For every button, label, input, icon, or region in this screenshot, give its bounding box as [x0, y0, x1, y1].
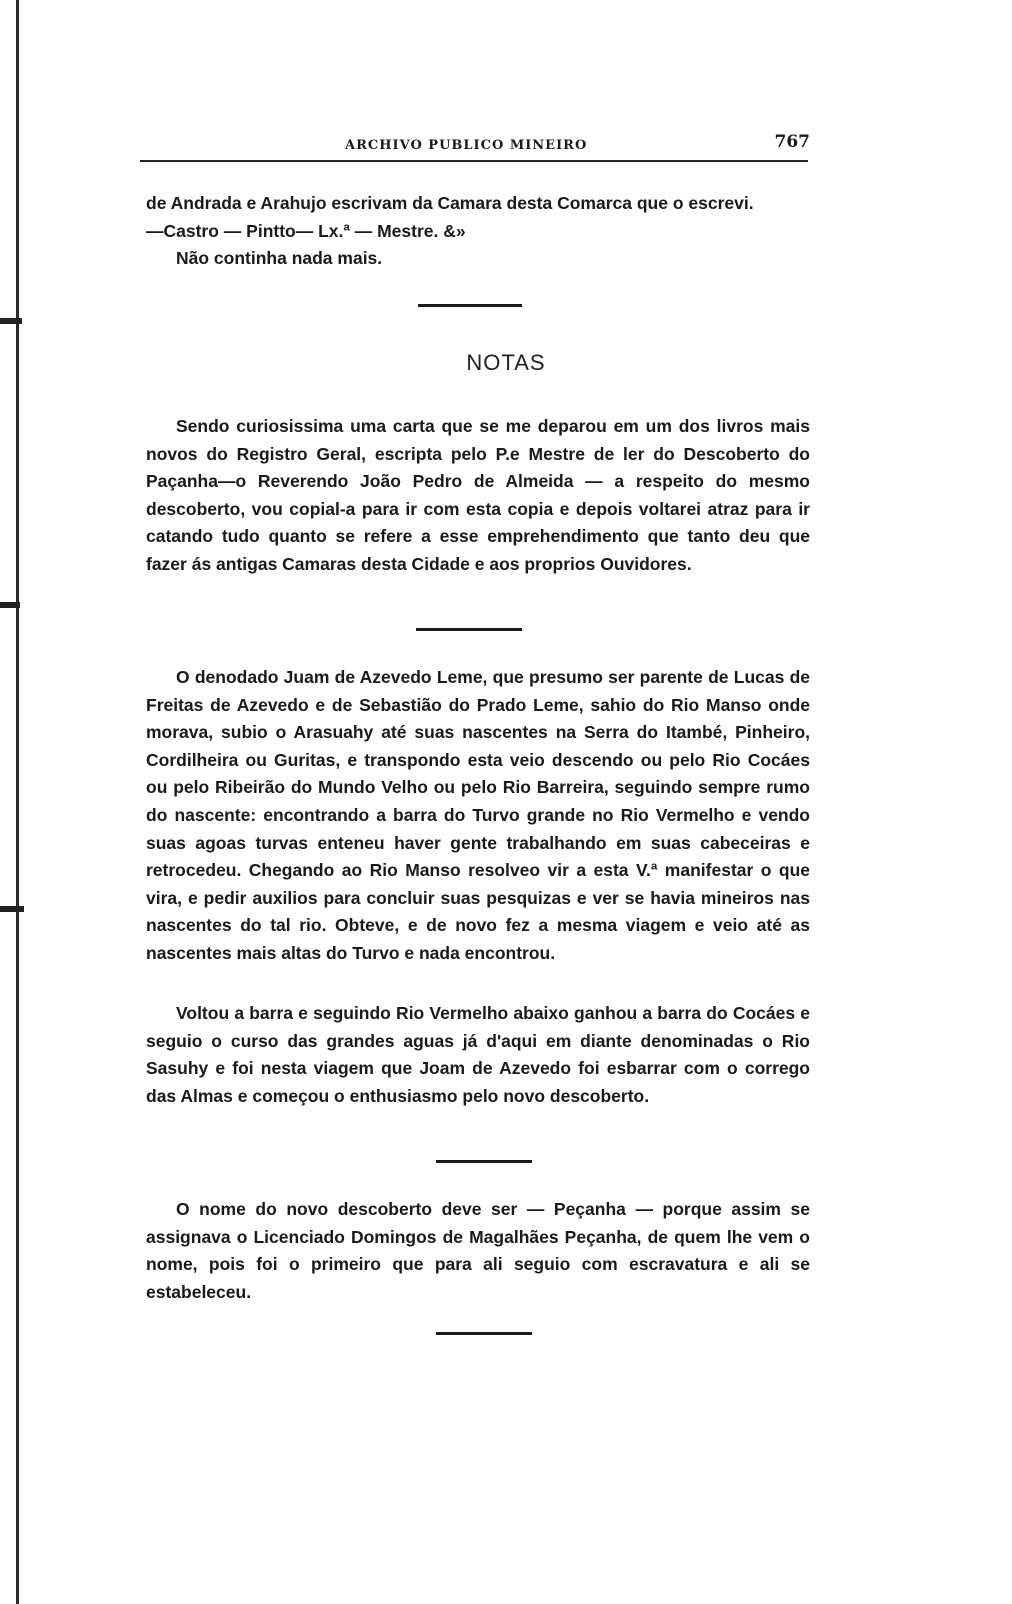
paragraph-1: [146, 413, 810, 579]
page-left-edge: [16, 0, 19, 1604]
edge-mark: [0, 906, 24, 912]
paragraph-text: O nome do novo descoberto deve ser — Peçanha — porque assim se assignava o Licenciado Domingos de Magalhães Peçanha, de quem lhe vem o nome, pois foi o primeiro que para ali seguio com escravatura e ali se estabeleceu.: [146, 1199, 810, 1302]
page-number: 767: [774, 132, 810, 152]
paragraph-3: [146, 1000, 810, 1110]
header-rule: [140, 160, 808, 162]
paragraph-text: Voltou a barra e seguindo Rio Vermelho abaixo ganhou a barra do Cocáes e seguio o curso das grandes aguas já d'aqui em diante denominadas o Rio Sasuhy e foi nesta viagem que Joam de Azevedo foi esbarrar com o corrego das Almas e começou o enthusiasmo pelo novo descoberto.: [146, 1003, 810, 1106]
separator-rule: [436, 1332, 532, 1335]
paragraph-4: [146, 1196, 810, 1306]
section-title: NOTAS: [466, 350, 546, 375]
paragraph-text: O denodado Juam de Azevedo Leme, que presumo ser parente de Lucas de Freitas de Azevedo e de Sebastião do Prado Leme, sahio do Rio Manso onde morava, subio o Arasuahy até suas nascentes na Serra do Itambé, Pinheiro, Cordilheira ou Guritas, e transpondo esta veio descendo ou pelo Rio Cocáes ou pelo Ribeirão do Mundo Velho ou pelo Rio Barreira, seguindo sempre rumo do nascente: encontrando a barra do Turvo grande no Rio Vermelho e vendo suas agoas turvas enteneu haver gente trabalhando em suas cabeceiras e retrocedeu. Chegando ao Rio Manso resolveo vir a esta V.ª manifestar o que vira, e pedir auxilios para concluir suas pesquizas e ver se havia mineiros nas nascentes do tal rio. Obteve, e de novo fez a mesma viagem e veio até as nascentes mais altas do Turvo e nada encontrou.: [146, 667, 810, 963]
paragraph-2: [146, 664, 810, 968]
paragraph-text: Sendo curiosissima uma carta que se me deparou em um dos livros mais novos do Registro Geral, escripta pelo P.e Mestre de ler do Descoberto do Paçanha—o Reverendo João Pedro de Almeida — a respeito do mesmo descoberto, vou copial-a para ir com esta copia e depois voltarei atraz para ir catando tudo quanto se refere a esse emprehendimento que tanto deu que fazer ás antigas Camaras desta Cidade e aos proprios Ouvidores.: [146, 416, 810, 574]
top-line-3: Não continha nada mais.: [176, 248, 383, 269]
edge-mark: [0, 602, 20, 608]
top-line-2: —Castro — Pintto— Lx.ª — Mestre. &»: [146, 220, 466, 241]
page-header: [140, 132, 820, 160]
top-line-1: de Andrada e Arahujo escrivam da Camara desta Comarca que o escrevi.: [146, 193, 754, 213]
separator-rule: [418, 304, 522, 307]
separator-rule: [416, 628, 522, 631]
separator-rule: [436, 1160, 532, 1163]
edge-mark: [0, 318, 22, 324]
top-block: [146, 190, 810, 273]
running-head: ARCHIVO PUBLICO MINEIRO: [345, 138, 588, 153]
